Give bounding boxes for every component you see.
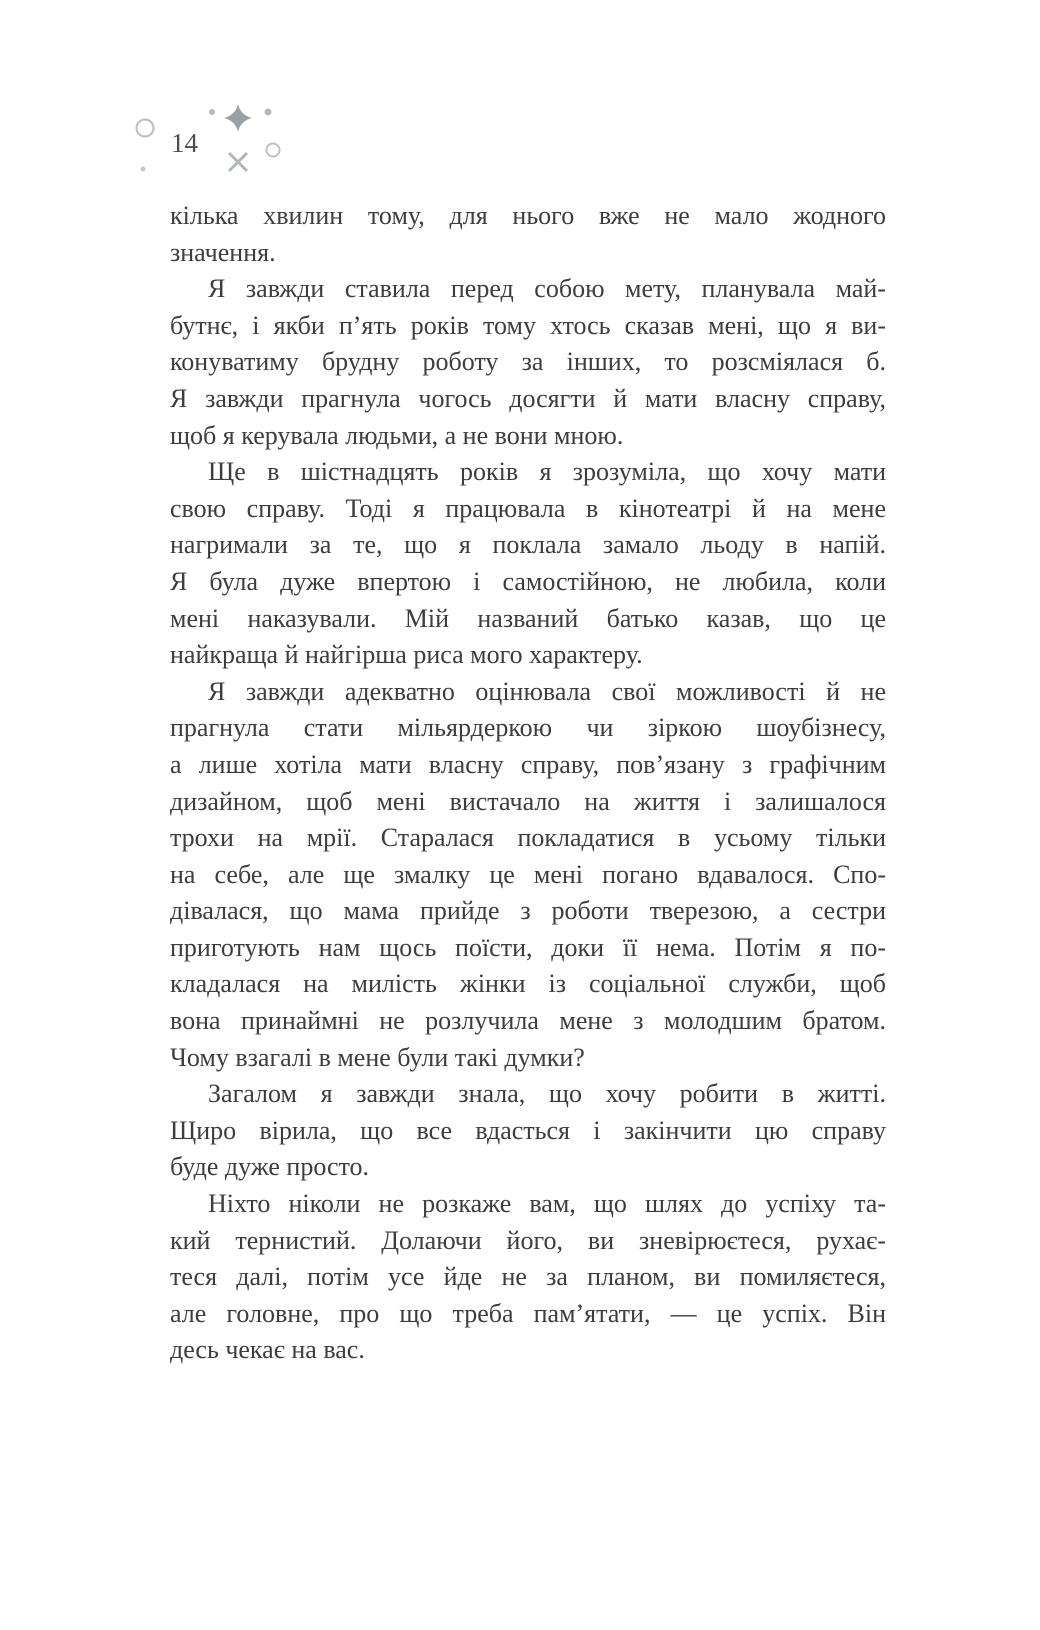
paragraph	[170, 454, 886, 674]
text-line: Я завжди прагнула чогось досягти й мати власну справу,	[170, 383, 886, 413]
paragraph	[170, 1186, 886, 1369]
four-point-star-icon	[224, 104, 252, 132]
text-line: Ще в шістнадцять років я зрозуміла, що хочу мати	[208, 457, 886, 487]
text-line: свою справу. Тоді я працювала в кінотеатрі й на мене	[170, 493, 886, 523]
text-line: щоб я керувала людьми, а не вони мною.	[170, 420, 624, 450]
paragraph	[170, 198, 886, 271]
text-line: дизайном, щоб мені вистачало на життя і залишалося	[170, 786, 886, 816]
text-line: Чому взагалі в мене були такі думки?	[170, 1042, 585, 1072]
text-line: буде дуже просто.	[170, 1152, 370, 1182]
text-line: кілька хвилин тому, для нього вже не мало жодного	[170, 201, 886, 230]
text-line: теся далі, потім усе йде не за планом, ви помиляєтеся,	[170, 1262, 886, 1292]
text-line: мені наказували. Мій названий батько казав, що це	[170, 603, 886, 633]
text-line: Я була дуже впертою і самостійною, не любила, коли	[170, 566, 886, 596]
text-line: Щиро вірила, що все вдасться і закінчити цю справу	[170, 1115, 886, 1145]
text-line: прагнула стати мільярдеркою чи зіркою шоубізнесу,	[170, 713, 886, 743]
text-line: дівалася, що мама прийде з роботи тверезою, а сестри	[170, 896, 886, 926]
text-line: бутнє, і якби п’ять років тому хтось сказав мені, що я ви-	[170, 310, 886, 340]
text-line: Я завжди адекватно оцінювала свої можливості й не	[208, 676, 886, 706]
text-line: десь чекає на вас.	[170, 1335, 365, 1365]
page-number: 14	[171, 128, 198, 158]
text-line: конуватиму брудну роботу за інших, то розсміялася б.	[170, 347, 886, 377]
text-line: але головне, про що треба пам’ятати, — це успіх. Він	[170, 1298, 886, 1328]
paragraph	[170, 674, 886, 1077]
text-line: приготують нам щось поїсти, доки її нема. Потім я по-	[170, 932, 886, 962]
decorative-sparkles	[120, 95, 300, 185]
text-line: на себе, але ще змалку це мені погано вдавалося. Спо-	[170, 859, 886, 889]
text-block	[170, 198, 886, 1369]
text-line: значення.	[170, 237, 276, 267]
text-line: найкраща й найгірша риса мого характеру.	[170, 640, 643, 670]
text-line: трохи на мрії. Старалася покладатися в усьому тільки	[170, 823, 886, 853]
paragraph	[170, 271, 886, 454]
dot-icon	[141, 167, 146, 172]
text-line: нагримали за те, що я поклала замало льоду в напій.	[170, 530, 886, 560]
circle-outline-icon	[137, 120, 154, 137]
dot-icon	[265, 109, 272, 116]
text-line: а лише хотіла мати власну справу, пов’язану з графічним	[170, 749, 886, 779]
circle-outline-icon	[267, 144, 280, 157]
dot-icon	[209, 109, 215, 115]
text-line: Загалом я завжди знала, що хочу робити в житті.	[208, 1079, 886, 1109]
x-sparkle-icon	[230, 154, 246, 170]
text-line: Я завжди ставила перед собою мету, планувала май-	[208, 274, 886, 304]
text-line: вона принаймні не розлучила мене з молодшим братом.	[170, 1006, 886, 1036]
text-line: кладалася на милість жінки із соціальної служби, щоб	[170, 969, 886, 999]
text-line: Ніхто ніколи не розкаже вам, що шлях до успіху та-	[208, 1189, 886, 1219]
text-line: кий тернистий. Долаючи його, ви зневірюєтеся, рухає-	[170, 1225, 886, 1255]
paragraph	[170, 1076, 886, 1186]
